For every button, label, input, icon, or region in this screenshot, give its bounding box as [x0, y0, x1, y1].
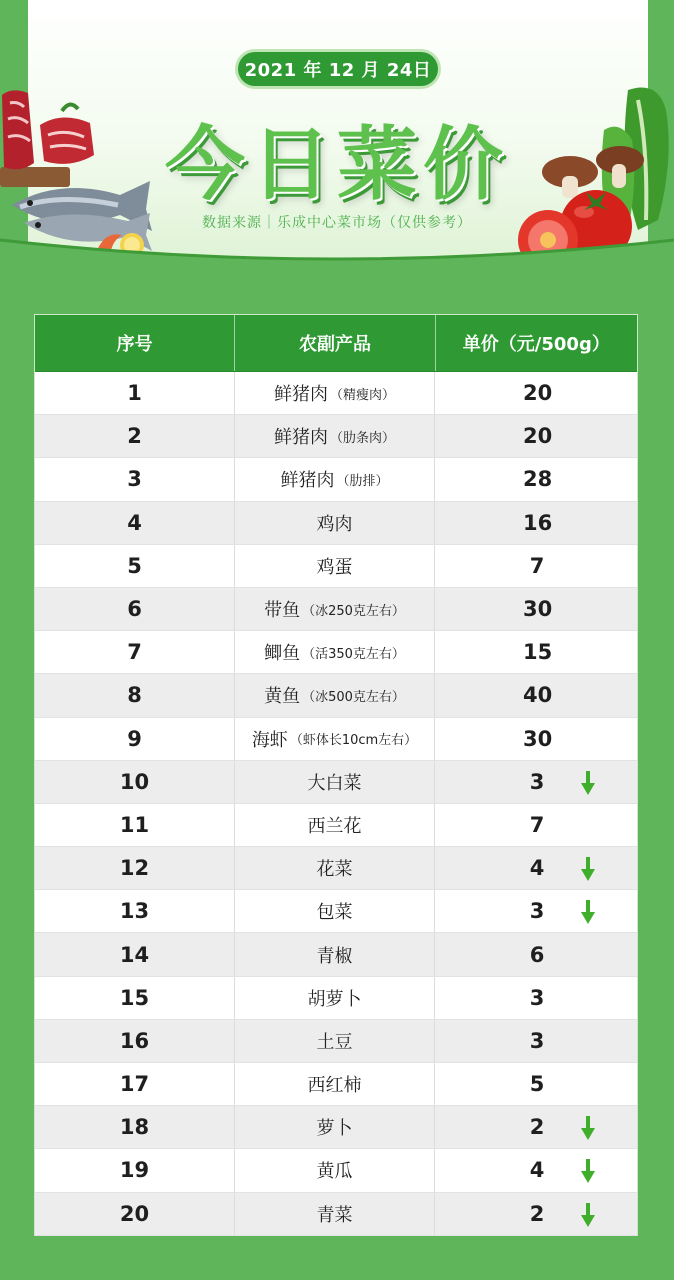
date-badge: 2021 年 12 月 24日 — [238, 52, 438, 86]
price-cell — [435, 458, 637, 500]
table-row — [35, 933, 637, 976]
product-name-cell — [235, 718, 435, 760]
table-row — [35, 545, 637, 588]
page-header — [0, 0, 674, 285]
row-number: 5 — [35, 545, 235, 587]
price-value: 40 — [523, 683, 553, 708]
price-value: 7 — [529, 553, 545, 578]
product-name-cell — [235, 458, 435, 500]
column-header-price: 单价（元/500g） — [462, 334, 610, 355]
price-value: 16 — [523, 510, 553, 535]
price-cell — [435, 847, 637, 889]
table-header — [35, 315, 637, 372]
product-note: （肋条肉） — [329, 430, 395, 446]
product-name-cell — [235, 1193, 435, 1235]
row-number: 8 — [35, 674, 235, 716]
row-number: 16 — [35, 1020, 235, 1062]
price-value: 4 — [529, 856, 545, 881]
row-number: 9 — [35, 718, 235, 760]
price-cell — [435, 545, 637, 587]
table-row — [35, 761, 637, 804]
price-cell — [435, 977, 637, 1019]
price-cell — [435, 1106, 637, 1148]
price-cell — [435, 415, 637, 457]
price-value: 30 — [523, 726, 553, 751]
table-row — [35, 674, 637, 717]
product-name-cell — [235, 804, 435, 846]
product-name-cell — [235, 1149, 435, 1191]
price-cell — [435, 502, 637, 544]
row-number: 6 — [35, 588, 235, 630]
product-name: 海虾 — [251, 729, 288, 751]
column-header-number: 序号 — [35, 315, 235, 371]
product-name-cell — [235, 502, 435, 544]
row-number: 15 — [35, 977, 235, 1019]
product-note: （活350克左右） — [302, 646, 405, 662]
product-name: 鸡肉 — [316, 513, 353, 535]
table-row — [35, 804, 637, 847]
product-name-cell — [235, 847, 435, 889]
table-row — [35, 372, 637, 415]
price-value: 2 — [529, 1201, 545, 1226]
price-cell — [435, 631, 637, 673]
table-body — [35, 372, 637, 1236]
price-cell — [435, 1063, 637, 1105]
header-wave-divider — [0, 232, 674, 282]
price-cell — [435, 588, 637, 630]
row-number: 1 — [35, 372, 235, 414]
product-note: （肋排） — [336, 473, 389, 489]
product-note: （精瘦肉） — [329, 387, 395, 403]
price-cell — [435, 890, 637, 932]
price-table — [34, 314, 638, 1236]
price-cell — [435, 761, 637, 803]
product-note: （冰500克左右） — [302, 689, 405, 705]
product-name: 鲜猪肉 — [280, 470, 335, 492]
table-row — [35, 458, 637, 501]
price-value: 7 — [529, 812, 545, 837]
row-number: 2 — [35, 415, 235, 457]
table-row — [35, 718, 637, 761]
product-name: 包菜 — [316, 902, 353, 924]
product-name: 西兰花 — [307, 815, 362, 837]
table-row — [35, 847, 637, 890]
product-name: 青椒 — [316, 945, 353, 967]
table-row — [35, 1149, 637, 1192]
down-arrow-icon — [581, 770, 595, 796]
product-note: （冰250克左右） — [302, 603, 405, 619]
price-cell — [435, 933, 637, 975]
product-name-cell — [235, 1106, 435, 1148]
row-number: 12 — [35, 847, 235, 889]
price-value: 4 — [529, 1158, 545, 1183]
product-name: 鲜猪肉 — [273, 384, 328, 406]
price-value: 3 — [529, 899, 545, 924]
price-value: 15 — [523, 640, 553, 665]
table-row — [35, 890, 637, 933]
table-row — [35, 502, 637, 545]
price-value: 20 — [523, 381, 553, 406]
down-arrow-icon — [581, 1158, 595, 1184]
price-value: 3 — [529, 769, 545, 794]
product-name-cell — [235, 1063, 435, 1105]
product-name-cell — [235, 933, 435, 975]
price-value: 3 — [529, 1028, 545, 1053]
row-number: 7 — [35, 631, 235, 673]
product-name: 带鱼 — [264, 600, 301, 622]
product-name-cell — [235, 977, 435, 1019]
product-name: 西红柿 — [307, 1075, 362, 1097]
product-name: 鲜猪肉 — [273, 427, 328, 449]
price-cell — [435, 372, 637, 414]
price-value: 2 — [529, 1115, 545, 1140]
price-cell — [435, 1020, 637, 1062]
table-row — [35, 1193, 637, 1236]
table-row — [35, 588, 637, 631]
product-name-cell — [235, 761, 435, 803]
product-name-cell — [235, 1020, 435, 1062]
product-name-cell — [235, 631, 435, 673]
product-name: 黄鱼 — [264, 686, 301, 708]
price-value: 28 — [523, 467, 553, 492]
price-value: 30 — [523, 597, 553, 622]
page-title: 今日菜价 — [165, 118, 509, 211]
product-name: 黄瓜 — [316, 1161, 353, 1183]
product-name-cell — [235, 545, 435, 587]
down-arrow-icon — [581, 1202, 595, 1228]
product-name-cell — [235, 674, 435, 716]
row-number: 13 — [35, 890, 235, 932]
price-cell — [435, 674, 637, 716]
data-source-note: 数据来源｜乐成中心菜市场（仅供参考） — [202, 215, 472, 231]
product-name-cell — [235, 372, 435, 414]
row-number: 17 — [35, 1063, 235, 1105]
row-number: 19 — [35, 1149, 235, 1191]
price-value: 20 — [523, 424, 553, 449]
down-arrow-icon — [581, 856, 595, 882]
column-header-product: 农副产品 — [235, 315, 435, 371]
price-cell — [435, 718, 637, 760]
table-row — [35, 977, 637, 1020]
price-cell — [435, 1149, 637, 1191]
table-row — [35, 415, 637, 458]
product-name-cell — [235, 890, 435, 932]
product-name: 青菜 — [316, 1204, 353, 1226]
product-name-cell — [235, 588, 435, 630]
row-number: 11 — [35, 804, 235, 846]
row-number: 4 — [35, 502, 235, 544]
product-name: 鸡蛋 — [316, 556, 353, 578]
price-cell — [435, 1193, 637, 1235]
row-number: 10 — [35, 761, 235, 803]
row-number: 3 — [35, 458, 235, 500]
price-cell — [435, 804, 637, 846]
product-note: （虾体长10cm左右） — [289, 733, 418, 749]
product-name: 鲫鱼 — [264, 643, 301, 665]
table-row — [35, 631, 637, 674]
product-name: 土豆 — [316, 1031, 353, 1053]
table-row — [35, 1020, 637, 1063]
product-name: 大白菜 — [307, 772, 362, 794]
row-number: 18 — [35, 1106, 235, 1148]
table-row — [35, 1063, 637, 1106]
product-name: 花菜 — [316, 859, 353, 881]
down-arrow-icon — [581, 899, 595, 925]
product-name: 萝卜 — [316, 1118, 353, 1140]
row-number: 14 — [35, 933, 235, 975]
row-number: 20 — [35, 1193, 235, 1235]
table-row — [35, 1106, 637, 1149]
price-value: 3 — [529, 985, 545, 1010]
down-arrow-icon — [581, 1115, 595, 1141]
price-value: 5 — [529, 1072, 545, 1097]
product-name-cell — [235, 415, 435, 457]
price-value: 6 — [529, 942, 545, 967]
product-name: 胡萝卜 — [307, 988, 362, 1010]
